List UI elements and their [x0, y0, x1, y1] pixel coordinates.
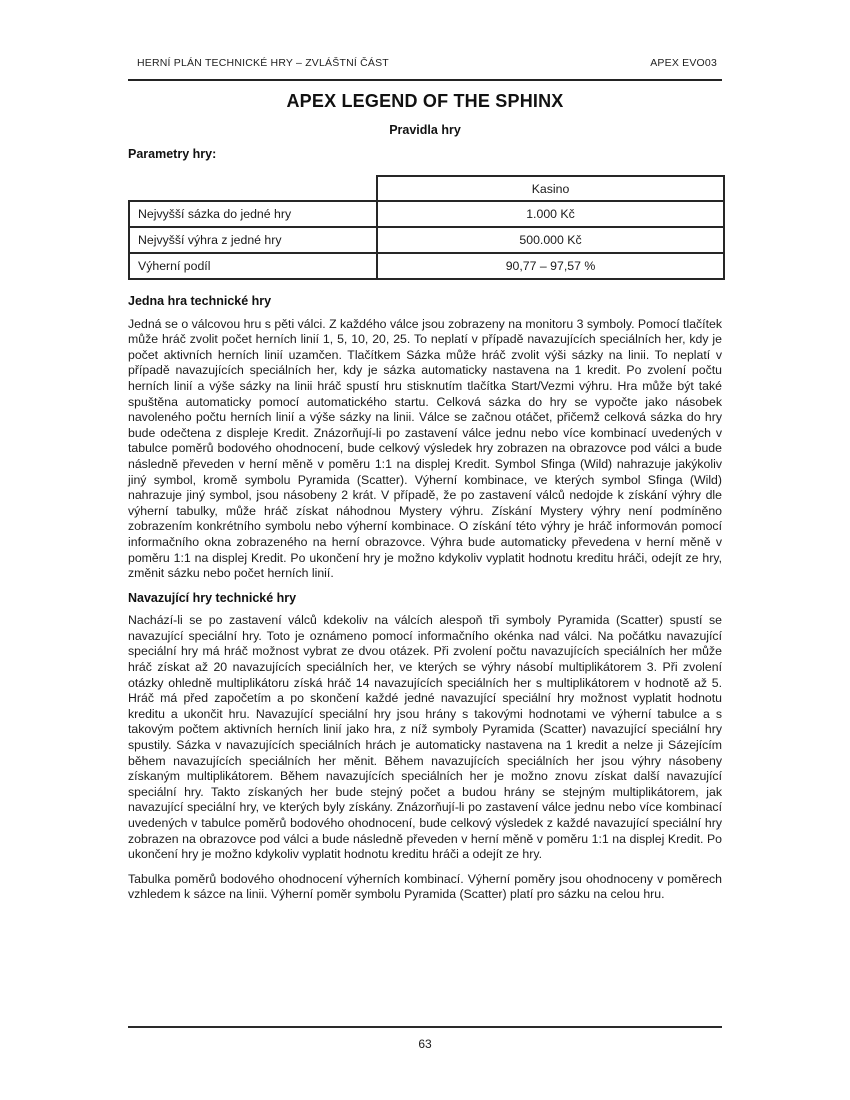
row-label-payout-ratio: Výherní podíl	[129, 253, 377, 279]
section-bonus-games	[128, 591, 722, 863]
running-header	[137, 57, 717, 69]
closing-paragraph: Tabulka poměrů bodového ohodnocení výherních kombinací. Výherní poměry jsou ohodnoceny v poměrech vzhledem k sázce na linii. Výherní poměr symbolu Pyramida (Scatter) platí pro sázku na celou hru.	[128, 871, 722, 902]
header-rule	[128, 79, 722, 81]
header-right-text: APEX EVO03	[650, 57, 717, 69]
header-left-text: HERNÍ PLÁN TECHNICKÉ HRY – ZVLÁŠTNÍ ČÁST	[137, 57, 389, 69]
table-row	[129, 253, 724, 279]
parameters-label: Parametry hry:	[128, 147, 217, 161]
row-value-max-bet: 1.000 Kč	[377, 201, 724, 227]
table-row	[129, 201, 724, 227]
row-value-payout-ratio: 90,77 – 97,57 %	[377, 253, 724, 279]
row-label-max-bet: Nejvyšší sázka do jedné hry	[129, 201, 377, 227]
section-heading-bonus-games: Navazující hry technické hry	[128, 590, 297, 605]
section-body-single-game: Jedná se o válcovou hru s pěti válci. Z každého válce jsou zobrazeny na monitoru 3 symboly. Pomocí tlačítek může hráč zvolit počet herních linií 1, 5, 10, 20, 25. To neplatí v případě navazujících speciálních her, kdy je počet aktivních herních linií uzamčen. Tlačítkem Sázka může hráč zvolit výši sázky na linii. To neplatí v případě navazujících speciálních her, kdy je sázka automaticky nastavena na 1 kredit. Po zvolení počtu herních linií a výše sázky na linii hráč spustí hru stisknutím tlačítka Start/Vezmi výhru. Hra může být také spuštěna automaticky pomocí automatického startu. Celková sázka do hry se vypočte jako násobek navoleného počtu herních linií a výše sázky na linii. Válce se začnou otáčet, přičemž celková sázka do hry bude odečtena z displeje Kredit. Znázorňují-li po zastavení válce jednu nebo více kombinací uvedených v tabulce poměrů bodového ohodnocení, bude celkový výsledek hry zobrazen na obrazovce pod válci a bude následně převeden v herní měně v poměru 1:1 na displej Kredit. Symbol Sfinga (Wild) nahrazuje jakýkoliv jiný symbol, kromě symbolu Pyramida (Scatter). Výherní kombinace, ve kterých symbol Sfinga (Wild) nahrazuje jiný symbol, jsou násobeny 2 krát. V případě, že po zastavení válců nedojde k získání výhry dle výherní tabulky, může hráč získat náhodnou Mystery výhru. Získání Mystery výhry není podmíněno zobrazením konkrétního symbolu nebo výherní kombinace. O získání této výhry je hráč informován pomocí informačního okna zobrazeného na herní obrazovce. Výhra bude automaticky převedena v herní měně v poměru 1:1 na displej Kredit. Po ukončení hry je možno kdykoliv vyplatit hodnotu kreditu hráči, odejít ze hry, změnit sázku nebo počet herních linií.	[128, 316, 722, 581]
page-title: APEX LEGEND OF THE SPHINX	[286, 91, 564, 111]
footer-rule	[128, 1026, 722, 1028]
section-body-bonus-games: Nachází-li se po zastavení válců kdekoliv na válcích alespoň tři symboly Pyramida (Scatter) spustí se navazující speciální hry. Toto je oznámeno pomocí informačního okénka nad válci. Na počátku navazující speciální hry má hráč možnost vybrat ze dvou otázek. Při zvolení počtu navazujících speciálních her může hráč získat až 20 navazujících speciálních her, ve kterých se výhry násobí multiplikátorem 3. Při zvolení otázky ohledně multiplikátoru získá hráč 14 navazujících speciálních her s multiplikátorem v hodnotě až 5. Hráč má před započetím a po skončení každé jedné navazující speciální hry možnost vyplatit hodnotu kreditu a ukončit hru. Navazující speciální hry jsou hrány s takovými hodnotami ve výherní tabulce a s takovým počtem aktivních herních linií jako hra, z níž symboly Pyramida (Scatter) navazující speciální hry spustily. Sázka v navazujících speciálních hrách je automaticky nastavena na 1 kredit a nelze ji Sázejícím během navazujících speciálních her měnit. Během navazujících speciálních her jsou výhry násobeny získaným multiplikátorem. Během navazujících speciálních her je možno znovu získat další navazující speciální hry. Takto získaných her bude stejný počet a budou hrány se stejným multiplikátorem, jak navazující speciální hry, ve kterých byly získány. Znázorňují-li po zastavení válce jednu nebo více kombinací uvedených v tabulce poměrů bodového ohodnocení, bude celkový výsledek z každé navazující speciální hry zobrazen na obrazovce pod válci a bude následně převeden v herní měně v poměru 1:1 na displej Kredit. Po ukončení hry je možno kdykoliv vyplatit hodnotu kreditu hráči a odejít ze hry.	[128, 613, 722, 862]
row-value-max-win: 500.000 Kč	[377, 227, 724, 253]
section-heading-single-game: Jedna hra technické hry	[128, 294, 272, 308]
page-number: 63	[418, 1037, 432, 1051]
table-corner-empty-cell	[129, 176, 377, 201]
parameters-table	[128, 175, 725, 280]
table-column-header-kasino: Kasino	[377, 176, 724, 201]
section-single-game	[128, 294, 722, 582]
table-row	[129, 227, 724, 253]
row-label-max-win: Nejvyšší výhra z jedné hry	[129, 227, 377, 253]
document-body	[128, 294, 722, 912]
table-header-row	[129, 176, 724, 201]
page-subtitle: Pravidla hry	[389, 123, 461, 137]
